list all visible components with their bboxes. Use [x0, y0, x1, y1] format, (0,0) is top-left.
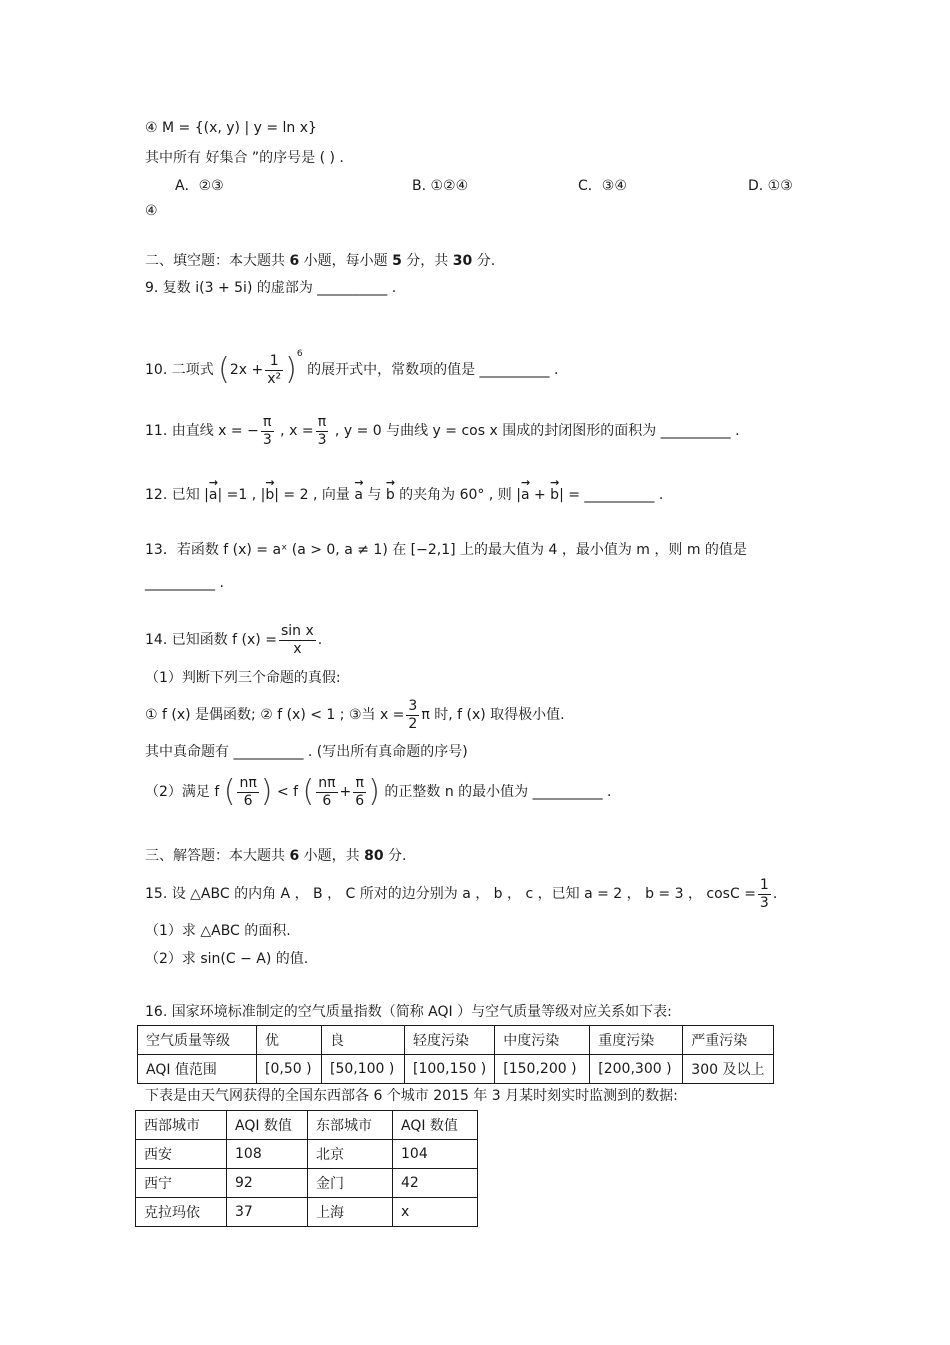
table-cell: x [393, 1198, 478, 1227]
q15-part2: （2）求 sin(C − A) 的值. [145, 951, 309, 967]
table-cell: 中度污染 [495, 1026, 590, 1055]
question-12: 12. 已知 |→ a| =1 , |→ b| = 2 , 向量 → a 与 → b 的夹角为 60° , 则 |→ a + → b| = __________ . [145, 485, 663, 505]
question-14: 14. 已知函数 f (x) = $\frac{\text{sin x}}{x}$ . [145, 622, 323, 657]
table-cell: [0,50 ) [257, 1055, 322, 1084]
question-10: 10. 二项式 (2x + $\frac{1}{\text{x²}}$ )$^6$ 的展开式中，常数项的值是 __________ . [145, 349, 559, 387]
table-row [136, 1169, 478, 1198]
table-row [138, 1055, 774, 1084]
table-cell: 上海 [308, 1198, 393, 1227]
table-cell: [50,100 ) [322, 1055, 405, 1084]
question-9: 9. 复数 i(3 + 5i) 的虚部为 __________ . [145, 280, 397, 296]
table-cell: 西安 [136, 1140, 227, 1169]
q8-option-d: D. ①③ [748, 178, 793, 194]
question-15: 15. 设 △ABC 的内角 A ， B ， C 所对的边分别为 a ， b ， c ，已知 a = 2 ， b = 3 ， cosC = $\frac{1}{3}$ . [145, 876, 778, 911]
table-cell: 104 [393, 1140, 478, 1169]
table-cell: [200,300 ) [590, 1055, 683, 1084]
q8-item4: ④ M = {(x, y) | y = ln x} [145, 120, 317, 136]
q14-part1: （1）判断下列三个命题的真假: [145, 670, 341, 686]
table-cell: 严重污染 [683, 1026, 774, 1055]
question-11: 11. 由直线 x = − $\frac{\pi}{3}$ , x = $\frac{\pi}{3}$ , y = 0 与曲线 y = cos x 围成的封闭图形的面积为 __________ . [145, 413, 740, 448]
question-13-blank: __________ . [145, 575, 224, 591]
table-cell: 克拉玛依 [136, 1198, 227, 1227]
table-cell: 重度污染 [590, 1026, 683, 1055]
table-cell: [100,150 ) [405, 1055, 495, 1084]
table-header-cell: 东部城市 [308, 1111, 393, 1140]
table-cell: 西宁 [136, 1169, 227, 1198]
table-row [138, 1026, 774, 1055]
question-16-intro-2: 下表是由天气网获得的全国东西部各 6 个城市 2015 年 3 月某时刻实时监测到的数据: [145, 1088, 678, 1104]
table-row [136, 1140, 478, 1169]
table-cell: 42 [393, 1169, 478, 1198]
question-16-intro: 16. 国家环境标准制定的空气质量指数（简称 AQI ）与空气质量等级对应关系如下表: [145, 1004, 672, 1020]
question-13: 13．若函数 f (x) = aˣ (a > 0, a ≠ 1) 在 [−2,1] 上的最大值为 4 ，最小值为 m ，则 m 的值是 [145, 542, 747, 558]
q8-question: 其中所有 好集合 ”的序号是 ( ) . [145, 150, 344, 166]
section-2-heading: 二、填空题：本大题共 6 小题，每小题 5 分，共 30 分. [145, 253, 496, 269]
table-cell: 37 [227, 1198, 308, 1227]
table-cell: AQI 值范围 [138, 1055, 257, 1084]
section-3-heading: 三、解答题：本大题共 6 小题，共 80 分. [145, 848, 407, 864]
table-row [136, 1198, 478, 1227]
q8-option-d-cont: ④ [145, 203, 158, 219]
q14-part2: （2）满足 f ( $\frac{n\pi}{6}$ ) < f ( $\frac{n\pi}{6}$ + $\frac{\pi}{6}$ ) 的正整数 n 的最小值为 __________ . [145, 774, 612, 809]
q8-option-b: B. ①②④ [412, 178, 469, 194]
aqi-level-table [137, 1025, 774, 1084]
table-header-cell: AQI 数值 [227, 1111, 308, 1140]
table-cell: 92 [227, 1169, 308, 1198]
table-cell: 北京 [308, 1140, 393, 1169]
table-cell: 良 [322, 1026, 405, 1055]
table-cell: 轻度污染 [405, 1026, 495, 1055]
table-cell: [150,200 ) [495, 1055, 590, 1084]
table-header-cell: AQI 数值 [393, 1111, 478, 1140]
table-cell: 108 [227, 1140, 308, 1169]
table-cell: 优 [257, 1026, 322, 1055]
table-row [136, 1111, 478, 1140]
q8-option-a: A．②③ [175, 178, 224, 194]
table-cell: 空气质量等级 [138, 1026, 257, 1055]
q8-option-c: C．③④ [578, 178, 627, 194]
city-aqi-table [135, 1110, 478, 1227]
q15-part1: （1）求 △ABC 的面积. [145, 923, 291, 939]
table-cell: 300 及以上 [683, 1055, 774, 1084]
table-header-cell: 西部城市 [136, 1111, 227, 1140]
q14-claims: ① f (x) 是偶函数; ② f (x) < 1 ; ③当 x = $\frac{3}{2}$ π 时, f (x) 取得极小值. [145, 697, 565, 732]
q14-true-claims: 其中真命题有 __________ . (写出所有真命题的序号) [145, 744, 468, 760]
table-cell: 金门 [308, 1169, 393, 1198]
